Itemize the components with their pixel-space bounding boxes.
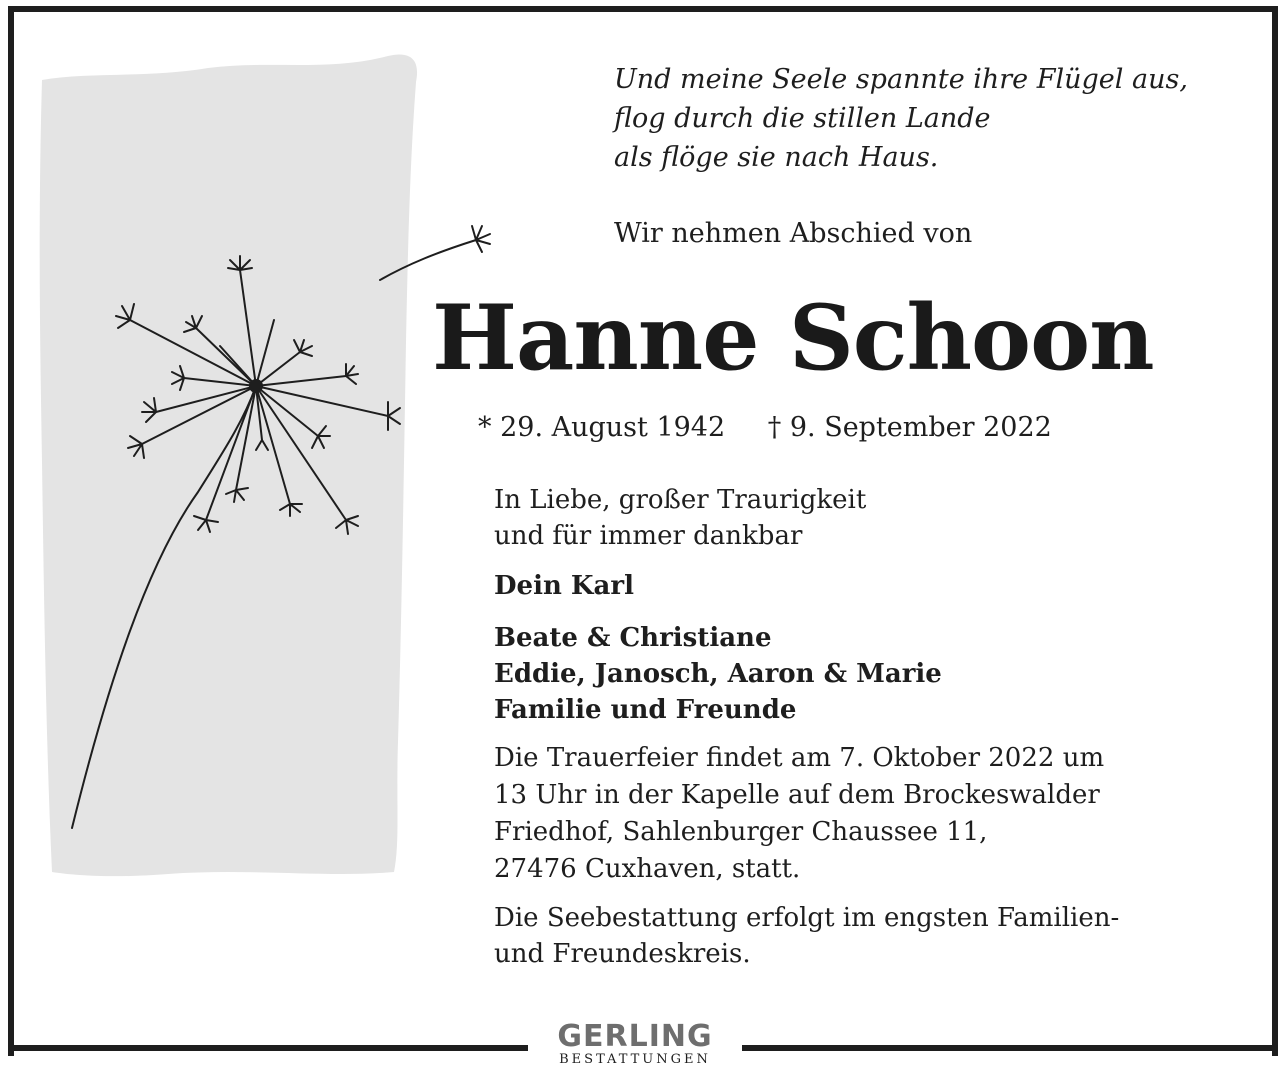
- funeral-line: 13 Uhr in der Kapelle auf dem Brockeswalder: [494, 780, 1100, 810]
- logo-name: GERLING: [557, 1019, 713, 1054]
- poem-line: als flöge sie nach Haus.: [614, 142, 939, 173]
- burial-info: [494, 900, 1119, 972]
- mourner-line: Familie und Freunde: [494, 695, 797, 725]
- dandelion-icon: [28, 42, 508, 902]
- burial-line: Die Seebestattung erfolgt im engsten Familien-: [494, 903, 1120, 933]
- dedication-line: In Liebe, großer Traurigkeit: [494, 485, 867, 515]
- farewell-intro: Wir nehmen Abschied von: [614, 218, 973, 249]
- burial-line: und Freundeskreis.: [494, 939, 751, 969]
- poem-line: Und meine Seele spannte ihre Flügel aus,: [614, 64, 1188, 95]
- dandelion-illustration: [28, 42, 508, 906]
- mourner-list: [494, 620, 942, 728]
- mourner-line: Beate & Christiane: [494, 623, 772, 653]
- funeral-info: [494, 740, 1104, 888]
- bottom-border-right: [742, 1045, 1272, 1051]
- death-date: † 9. September 2022: [767, 412, 1052, 443]
- funeral-line: 27476 Cuxhaven, statt.: [494, 854, 801, 884]
- poem: [614, 60, 1188, 177]
- deceased-name: Hanne Schoon: [432, 285, 1154, 391]
- primary-mourner: Dein Karl: [494, 571, 634, 601]
- funeral-line: Die Trauerfeier findet am 7. Oktober 2022 um: [494, 743, 1105, 773]
- bottom-border-left: [8, 1045, 528, 1051]
- life-dates: [478, 410, 1052, 446]
- poem-line: flog durch die stillen Lande: [614, 103, 991, 134]
- undertaker-logo: [532, 1019, 738, 1067]
- mourner-line: Eddie, Janosch, Aaron & Marie: [494, 659, 942, 689]
- birth-date: * 29. August 1942: [478, 412, 726, 443]
- dedication: [494, 482, 866, 554]
- logo-subtitle: BESTATTUNGEN: [559, 1052, 711, 1067]
- funeral-line: Friedhof, Sahlenburger Chaussee 11,: [494, 817, 988, 847]
- dedication-line: und für immer dankbar: [494, 521, 803, 551]
